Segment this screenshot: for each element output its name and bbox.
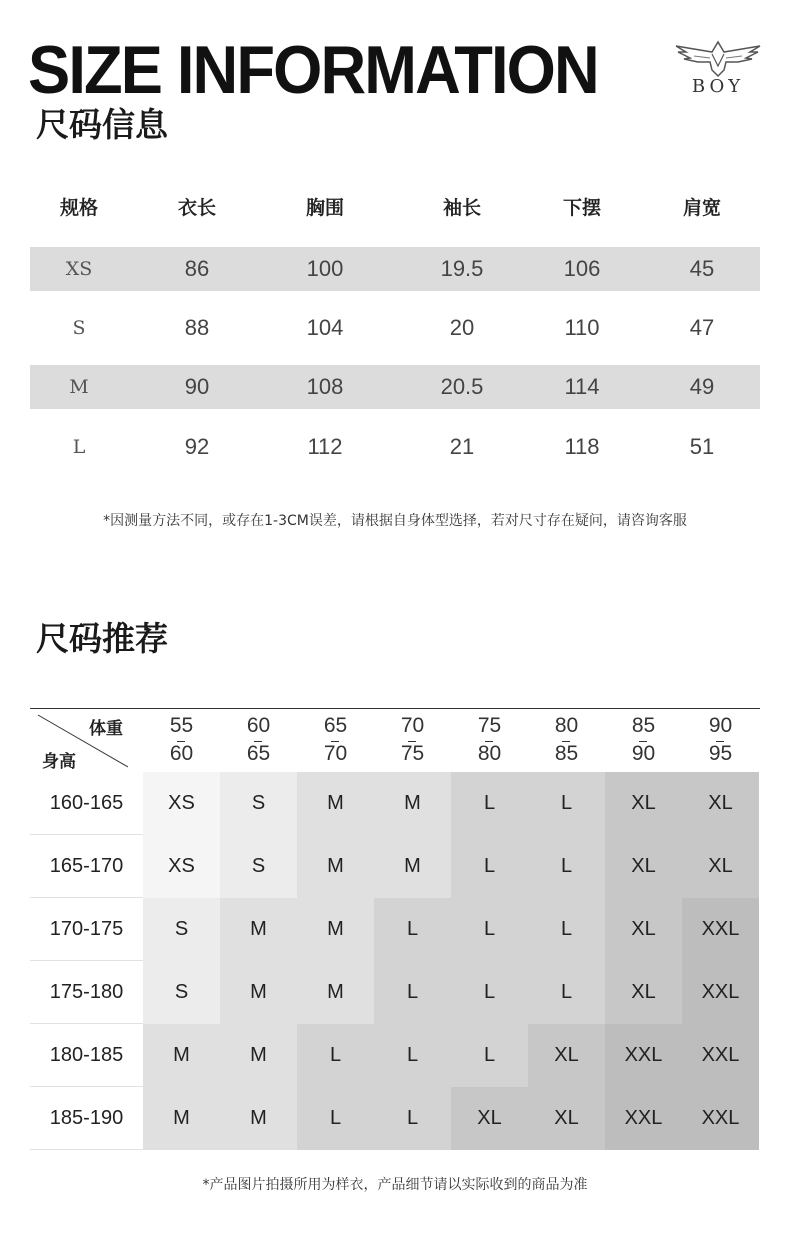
size-recommendation: M <box>220 961 297 1024</box>
page-title: SIZE INFORMATION <box>28 32 598 108</box>
chest-value: 104 <box>306 315 344 340</box>
size-recommendation: XXL <box>682 1024 759 1087</box>
size-recommendation: M <box>220 1087 297 1150</box>
size-recommendation: M <box>297 898 374 961</box>
size-recommendation: L <box>528 898 605 961</box>
size-recommendation: M <box>297 961 374 1024</box>
size-label: L <box>72 436 86 458</box>
brand-logo <box>672 40 764 100</box>
height-range: 165-170 <box>30 835 143 898</box>
shoulder-value: 45 <box>689 256 715 281</box>
size-recommendation: L <box>374 1024 451 1087</box>
size-recommendation: S <box>143 898 220 961</box>
height-range: 170-175 <box>30 898 143 961</box>
size-recommendation: S <box>220 772 297 835</box>
weight-min: 55 <box>143 712 220 740</box>
length-value: 90 <box>184 374 210 399</box>
weight-range <box>528 712 605 772</box>
size-recommendation: L <box>451 835 528 898</box>
table-row <box>30 365 760 409</box>
size-recommendation: XXL <box>682 898 759 961</box>
size-recommendation: L <box>374 898 451 961</box>
size-recommendation: L <box>451 772 528 835</box>
hem-value: 106 <box>563 256 601 281</box>
size-table-header <box>30 188 760 228</box>
height-range: 160-165 <box>30 772 143 835</box>
size-recommendation: XXL <box>605 1087 682 1150</box>
size-recommendation: XS <box>143 772 220 835</box>
size-info-title: 尺码信息 <box>30 103 174 147</box>
size-recommendation: L <box>451 1024 528 1087</box>
size-recommendation: L <box>374 961 451 1024</box>
size-recommendation: XL <box>605 898 682 961</box>
column-header: 胸围 <box>305 197 344 219</box>
size-recommendation: M <box>297 835 374 898</box>
sample-note: *产品图片拍摄所用为样衣，产品细节请以实际收到的商品为准 <box>202 1177 588 1193</box>
weight-range <box>682 712 759 772</box>
length-value: 92 <box>184 434 210 459</box>
table-row <box>30 425 760 469</box>
shoulder-value: 49 <box>689 374 715 399</box>
size-recommendation: XL <box>605 835 682 898</box>
chest-value: 112 <box>307 434 343 459</box>
size-label: S <box>72 317 86 339</box>
shoulder-value: 51 <box>689 434 715 459</box>
brand-name: BOY <box>691 76 745 97</box>
table-corner <box>30 709 143 772</box>
hem-value: 114 <box>564 374 600 399</box>
size-recommendation: L <box>297 1024 374 1087</box>
height-axis-label: 身高 <box>42 752 76 772</box>
size-recommendation: XL <box>682 772 759 835</box>
size-recommendation: M <box>220 898 297 961</box>
size-recommendation: M <box>220 1024 297 1087</box>
size-recommendation: XXL <box>682 961 759 1024</box>
chest-value: 108 <box>306 374 344 399</box>
sleeve-value: 19.5 <box>440 256 484 281</box>
size-recommendation: L <box>528 961 605 1024</box>
length-value: 88 <box>184 315 210 340</box>
weight-min: 80 <box>528 712 605 740</box>
size-recommendation: XL <box>451 1087 528 1150</box>
weight-max: 80 <box>477 742 502 765</box>
size-recommendation: S <box>220 835 297 898</box>
size-recommendation: XL <box>682 835 759 898</box>
hem-value: 110 <box>564 315 600 340</box>
table-row <box>30 306 760 350</box>
size-recommendation: M <box>374 835 451 898</box>
column-header: 袖长 <box>442 197 481 219</box>
weight-min: 75 <box>451 712 528 740</box>
size-recommendation: XXL <box>605 1024 682 1087</box>
weight-max: 90 <box>631 742 656 765</box>
column-header: 衣长 <box>177 197 216 219</box>
height-range: 180-185 <box>30 1024 143 1087</box>
size-label: M <box>69 376 89 398</box>
size-recommendation: L <box>451 898 528 961</box>
height-range: 185-190 <box>30 1087 143 1150</box>
size-recommendation: XL <box>605 961 682 1024</box>
shoulder-value: 47 <box>689 315 715 340</box>
size-recommendation: L <box>528 835 605 898</box>
weight-range <box>451 712 528 772</box>
weight-max: 95 <box>708 742 733 765</box>
weight-min: 60 <box>220 712 297 740</box>
sleeve-value: 21 <box>449 434 475 459</box>
eagle-icon <box>672 40 764 78</box>
table-row <box>30 247 760 291</box>
weight-max: 85 <box>554 742 579 765</box>
weight-min: 85 <box>605 712 682 740</box>
sleeve-value: 20.5 <box>440 374 484 399</box>
weight-range <box>297 712 374 772</box>
size-label: XS <box>65 258 93 280</box>
weight-range <box>605 712 682 772</box>
height-range: 175-180 <box>30 961 143 1024</box>
size-recommendation: M <box>143 1024 220 1087</box>
weight-max: 75 <box>400 742 425 765</box>
size-recommendation: XS <box>143 835 220 898</box>
size-recommendation: L <box>297 1087 374 1150</box>
measurement-note: *因测量方法不同，或存在1-3CM误差，请根据自身体型选择，若对尺寸存在疑问，请咨询客服 <box>103 513 687 529</box>
size-recommendation: XL <box>528 1024 605 1087</box>
size-recommendation: L <box>528 772 605 835</box>
weight-max: 60 <box>169 742 194 765</box>
weight-range <box>143 712 220 772</box>
weight-min: 90 <box>682 712 759 740</box>
length-value: 86 <box>184 256 210 281</box>
size-recommendation: S <box>143 961 220 1024</box>
weight-min: 70 <box>374 712 451 740</box>
size-recommendation: L <box>374 1087 451 1150</box>
weight-range <box>374 712 451 772</box>
size-recommendation: XXL <box>682 1087 759 1150</box>
size-recommendation: M <box>143 1087 220 1150</box>
size-recommendation: XL <box>605 772 682 835</box>
weight-max: 70 <box>323 742 348 765</box>
column-header: 肩宽 <box>682 197 721 219</box>
chest-value: 100 <box>306 256 344 281</box>
size-recommendation: L <box>451 961 528 1024</box>
weight-axis-label: 体重 <box>89 719 123 739</box>
column-header: 下摆 <box>562 197 601 219</box>
column-header: 规格 <box>59 197 98 219</box>
size-recommendation: M <box>297 772 374 835</box>
recommendation-title: 尺码推荐 <box>30 617 174 661</box>
hem-value: 118 <box>564 434 600 459</box>
size-recommendation: M <box>374 772 451 835</box>
size-recommendation: XL <box>528 1087 605 1150</box>
sleeve-value: 20 <box>449 315 475 340</box>
weight-range <box>220 712 297 772</box>
weight-max: 65 <box>246 742 271 765</box>
weight-min: 65 <box>297 712 374 740</box>
